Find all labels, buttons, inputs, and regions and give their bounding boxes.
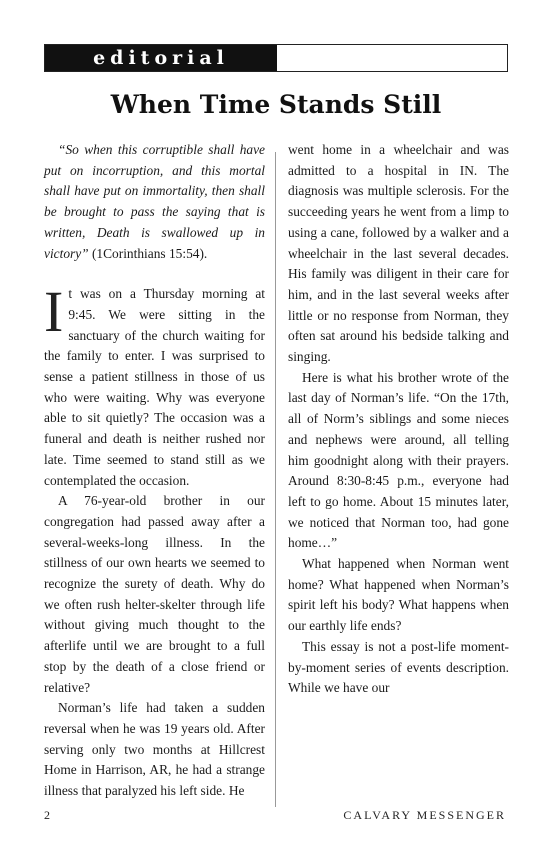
paragraph-4: Here is what his brother wrote of the last day of Norman’s life. “On the 17th, all of Norm’s siblings and some nieces and nephews were around, all telling him goodnight along with their prayers. Around 8:30-8:45 p.m., everyone had left to go home. About 15 minutes later, we noticed that Norman too, had gone home…” <box>288 369 509 551</box>
section-header <box>44 44 508 72</box>
right-column <box>288 140 509 699</box>
drop-cap: I <box>44 279 64 345</box>
section-label: editorial <box>45 45 277 71</box>
publication-name: CALVARY MESSENGER <box>343 808 506 822</box>
paragraph-1-text: t was on a Thursday morning at 9:45. We were sitting in the sanctuary of the church waiting for the family to enter. I was surprised to sense a patient stillness in those of us who were waiting. Why was everyone able to sit quietly? The occasion was a funeral and death is neither rushed nor late. Time seemed to stand still as we contemplated the occasion. <box>44 286 265 488</box>
epigraph-citation: (1Corinthians 15:54). <box>88 245 208 261</box>
page-number: 2 <box>44 808 50 822</box>
paragraph-3-continued: went home in a wheelchair and was admitted to a hospital in IN. The diagnosis was multiple sclerosis. For the succeeding years he went from a limp to using a cane, followed by a walker and a wheelchair in the last several decades. His family was diligent in their care for him, and in the last several weeks after little or no response from Norman, they often sat around his bedside talking and singing. <box>288 142 509 365</box>
header-rule-box <box>277 45 507 71</box>
epigraph <box>44 140 265 264</box>
paragraph-5: What happened when Norman went home? What happened when Norman’s spirit left his body? What happens when our earthly life ends? <box>288 556 509 634</box>
epigraph-text: “So when this corruptible shall have put on incorruption, and this mortal shall have put on immortality, then shall be brought to pass the saying that is written, Death is swallowed up in victory” <box>44 142 265 261</box>
left-column <box>44 140 265 802</box>
paragraph-2: A 76-year-old brother in our congregation had passed away after a several-weeks-long illness. In the stillness of our own hearts we seemed to recognize the surety of death. Why do we often rush helter-skelter through life without giving much thought to the afterlife until we are brought to a full stop by the death of a close friend or relative? <box>44 493 265 695</box>
column-divider <box>275 152 276 807</box>
paragraph-3: Norman’s life had taken a sudden reversal when he was 19 years old. After serving only two months at Hillcrest Home in Harrison, AR, he had a strange illness that paralyzed his left side. He <box>44 700 265 799</box>
paragraph-6: This essay is not a post-life moment-by-moment series of events description. While we have our <box>288 638 509 696</box>
paragraph-1 <box>44 279 265 491</box>
article-title: When Time Stands Still <box>110 90 442 119</box>
